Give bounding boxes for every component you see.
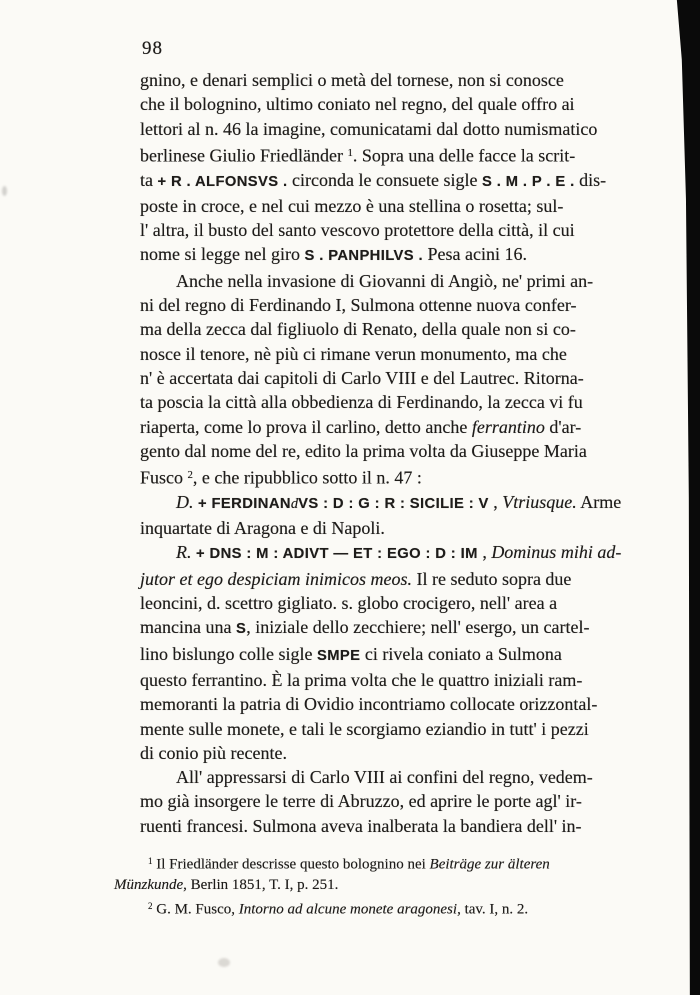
text-line xyxy=(140,567,628,591)
text-line xyxy=(140,642,628,668)
body-text: ta poscia la città alla obbedienza di Ferdinando, la zecca vi fu xyxy=(140,392,583,413)
text-line xyxy=(140,342,628,366)
body-text: Pesa acini 16. xyxy=(423,244,528,265)
main-text-block xyxy=(140,68,628,838)
body-text: lino bislungo colle sigle xyxy=(140,643,317,664)
coin-legend: + FERDINAN xyxy=(198,495,291,512)
text-line xyxy=(140,293,628,317)
body-text: di conio più recente. xyxy=(140,742,287,763)
body-text: ni del regno di Ferdinando I, Sulmona ottenne nuova confer- xyxy=(140,295,577,316)
coin-legend: S . M . P . E . xyxy=(481,173,575,190)
text-line xyxy=(140,218,628,242)
text-line xyxy=(140,615,628,641)
body-text: G. M. Fusco, xyxy=(152,901,239,917)
body-text: ta xyxy=(140,169,158,190)
text-line xyxy=(140,439,628,463)
coin-legend: + DNS : M : ADIVT — ET : EGO : D : IM xyxy=(196,546,478,563)
text-line xyxy=(140,415,628,439)
italic-text: Dominus mihi ad- xyxy=(491,542,622,563)
body-text: inquartate di Aragona e di Napoli. xyxy=(140,518,385,539)
text-line xyxy=(140,463,628,490)
body-text: che il bolognino, ultimo coniato nel regno, del quale offro ai xyxy=(140,94,575,115)
body-text: d'ar- xyxy=(544,416,582,437)
text-line xyxy=(140,741,628,765)
body-text: , Berlin 1851, T. I, p. 251. xyxy=(183,877,339,893)
body-text: , xyxy=(477,542,492,563)
scan-speck xyxy=(2,186,7,196)
body-text: Anche nella invasione di Giovanni di Angiò, ne' primi an- xyxy=(176,270,594,291)
page-number: 98 xyxy=(142,38,163,59)
text-line xyxy=(140,765,628,789)
italic-text: Münzkunde xyxy=(114,877,184,893)
text-line xyxy=(140,814,628,838)
body-text: riaperta, come lo prova il carlino, detto anche xyxy=(140,416,472,437)
body-text: leoncini, d. scettro gigliato. s. globo crocigero, nell' area a xyxy=(140,593,558,614)
body-text: gento dal nome del re, edito la prima volta da Giuseppe Maria xyxy=(140,440,587,461)
scan-edge-shadow xyxy=(674,0,700,995)
scan-smudge xyxy=(218,958,230,967)
body-text: Il Friedländer descrisse questo bolognino nei xyxy=(152,856,430,873)
text-line xyxy=(140,194,628,218)
text-line xyxy=(114,896,626,920)
italic-text: jutor et ego despiciam inimicos meos. xyxy=(140,568,412,589)
body-text: . Sopra una delle facce la scrit- xyxy=(352,145,576,166)
body-text: n' è accertata dai capitoli di Carlo VIII e del Lautrec. Ritorna- xyxy=(140,367,584,388)
text-line xyxy=(140,141,628,168)
body-text: , tav. I, n. 2. xyxy=(457,901,529,917)
text-line xyxy=(140,516,628,540)
body-text: ruenti francesi. Sulmona aveva inalberata la bandiera dell' in- xyxy=(140,815,582,836)
italic-text: Vtriusque. xyxy=(502,491,577,512)
coin-legend: + R . ALFONSVS . xyxy=(157,173,288,190)
body-text: berlinese Giulio Friedländer xyxy=(140,145,348,166)
text-line xyxy=(140,92,628,116)
coin-legend: S . PANPHILVS . xyxy=(304,248,424,265)
text-line xyxy=(114,851,626,875)
body-text: Il re seduto sopra due xyxy=(411,568,572,589)
body-text: memoranti la patria di Ovidio incontriamo collocate orizzontal- xyxy=(140,694,598,715)
footnote-ref: 2 xyxy=(148,900,153,911)
footnotes-block xyxy=(114,851,626,920)
text-line xyxy=(140,117,628,141)
body-text: mente sulle monete, e tali le scorgiamo eziandio in tutt' i pezzi xyxy=(140,718,589,739)
text-line xyxy=(140,168,628,194)
body-text: mancina una xyxy=(140,617,236,638)
text-line xyxy=(140,490,628,516)
text-line xyxy=(140,68,628,92)
footnote-ref: 2 xyxy=(187,469,193,482)
italic-text: D. xyxy=(176,491,194,512)
body-text: , e che ripubblico sotto il n. 47 : xyxy=(192,467,422,488)
body-text: All' appressarsi di Carlo VIII ai confini del regno, vedem- xyxy=(176,767,593,788)
body-text: , xyxy=(488,491,503,512)
body-text: , iniziale dello zecchiere; nell' esergo, un cartel- xyxy=(246,617,590,638)
body-text: gnino, e denari semplici o metà del tornese, non si conosce xyxy=(140,70,564,90)
body-text: circonda le consuete sigle xyxy=(287,169,482,190)
italic-text: ferrantino xyxy=(471,416,545,437)
text-line xyxy=(114,875,626,896)
footnote-ref: 1 xyxy=(148,856,153,866)
body-text: Fusco xyxy=(140,467,188,488)
italic-text: R. xyxy=(176,542,192,563)
body-text: nome si legge nel giro xyxy=(140,244,305,265)
body-text: poste in croce, e nel cui mezzo è una stellina o rosetta; sul- xyxy=(140,195,564,216)
body-text: nosce il tenore, nè più ci rimane verun monumento, ma che xyxy=(140,343,567,364)
text-line xyxy=(140,717,628,741)
coin-legend: SMPE xyxy=(317,647,361,664)
text-line xyxy=(140,366,628,390)
body-text: questo ferrantino. È la prima volta che le quattro iniziali ram- xyxy=(140,669,583,690)
text-line xyxy=(140,242,628,268)
body-text: lettori al n. 46 la imagine, comunicatami dal dotto numismatico xyxy=(140,118,598,139)
text-line xyxy=(140,668,628,692)
coin-legend: VS : D : G : R : SICILIE : V xyxy=(298,495,489,512)
body-text: Arme xyxy=(576,491,622,512)
coin-legend: S xyxy=(235,621,247,638)
body-text: ma della zecca dal figliuolo di Renato, della quale non si co- xyxy=(140,319,576,340)
body-text: dis- xyxy=(574,169,607,190)
text-line xyxy=(140,540,628,566)
text-line xyxy=(140,692,628,716)
body-text: ci rivela coniato a Sulmona xyxy=(360,643,562,664)
body-text: mo già insorgere le terre di Abruzzo, ed aprire le porte agl' ir- xyxy=(140,791,582,812)
text-line xyxy=(140,789,628,813)
text-line xyxy=(140,269,628,293)
italic-text: Beiträge zur älteren xyxy=(429,856,550,873)
text-line xyxy=(140,591,628,615)
text-line xyxy=(140,390,628,414)
footnote-ref: 1 xyxy=(347,146,353,159)
italic-text: Intorno ad alcune monete aragonesi xyxy=(238,901,458,917)
text-line xyxy=(140,317,628,341)
italic-text: d xyxy=(290,495,299,512)
body-text: l' altra, il busto del santo vescovo protettore della città, il cui xyxy=(140,220,575,241)
